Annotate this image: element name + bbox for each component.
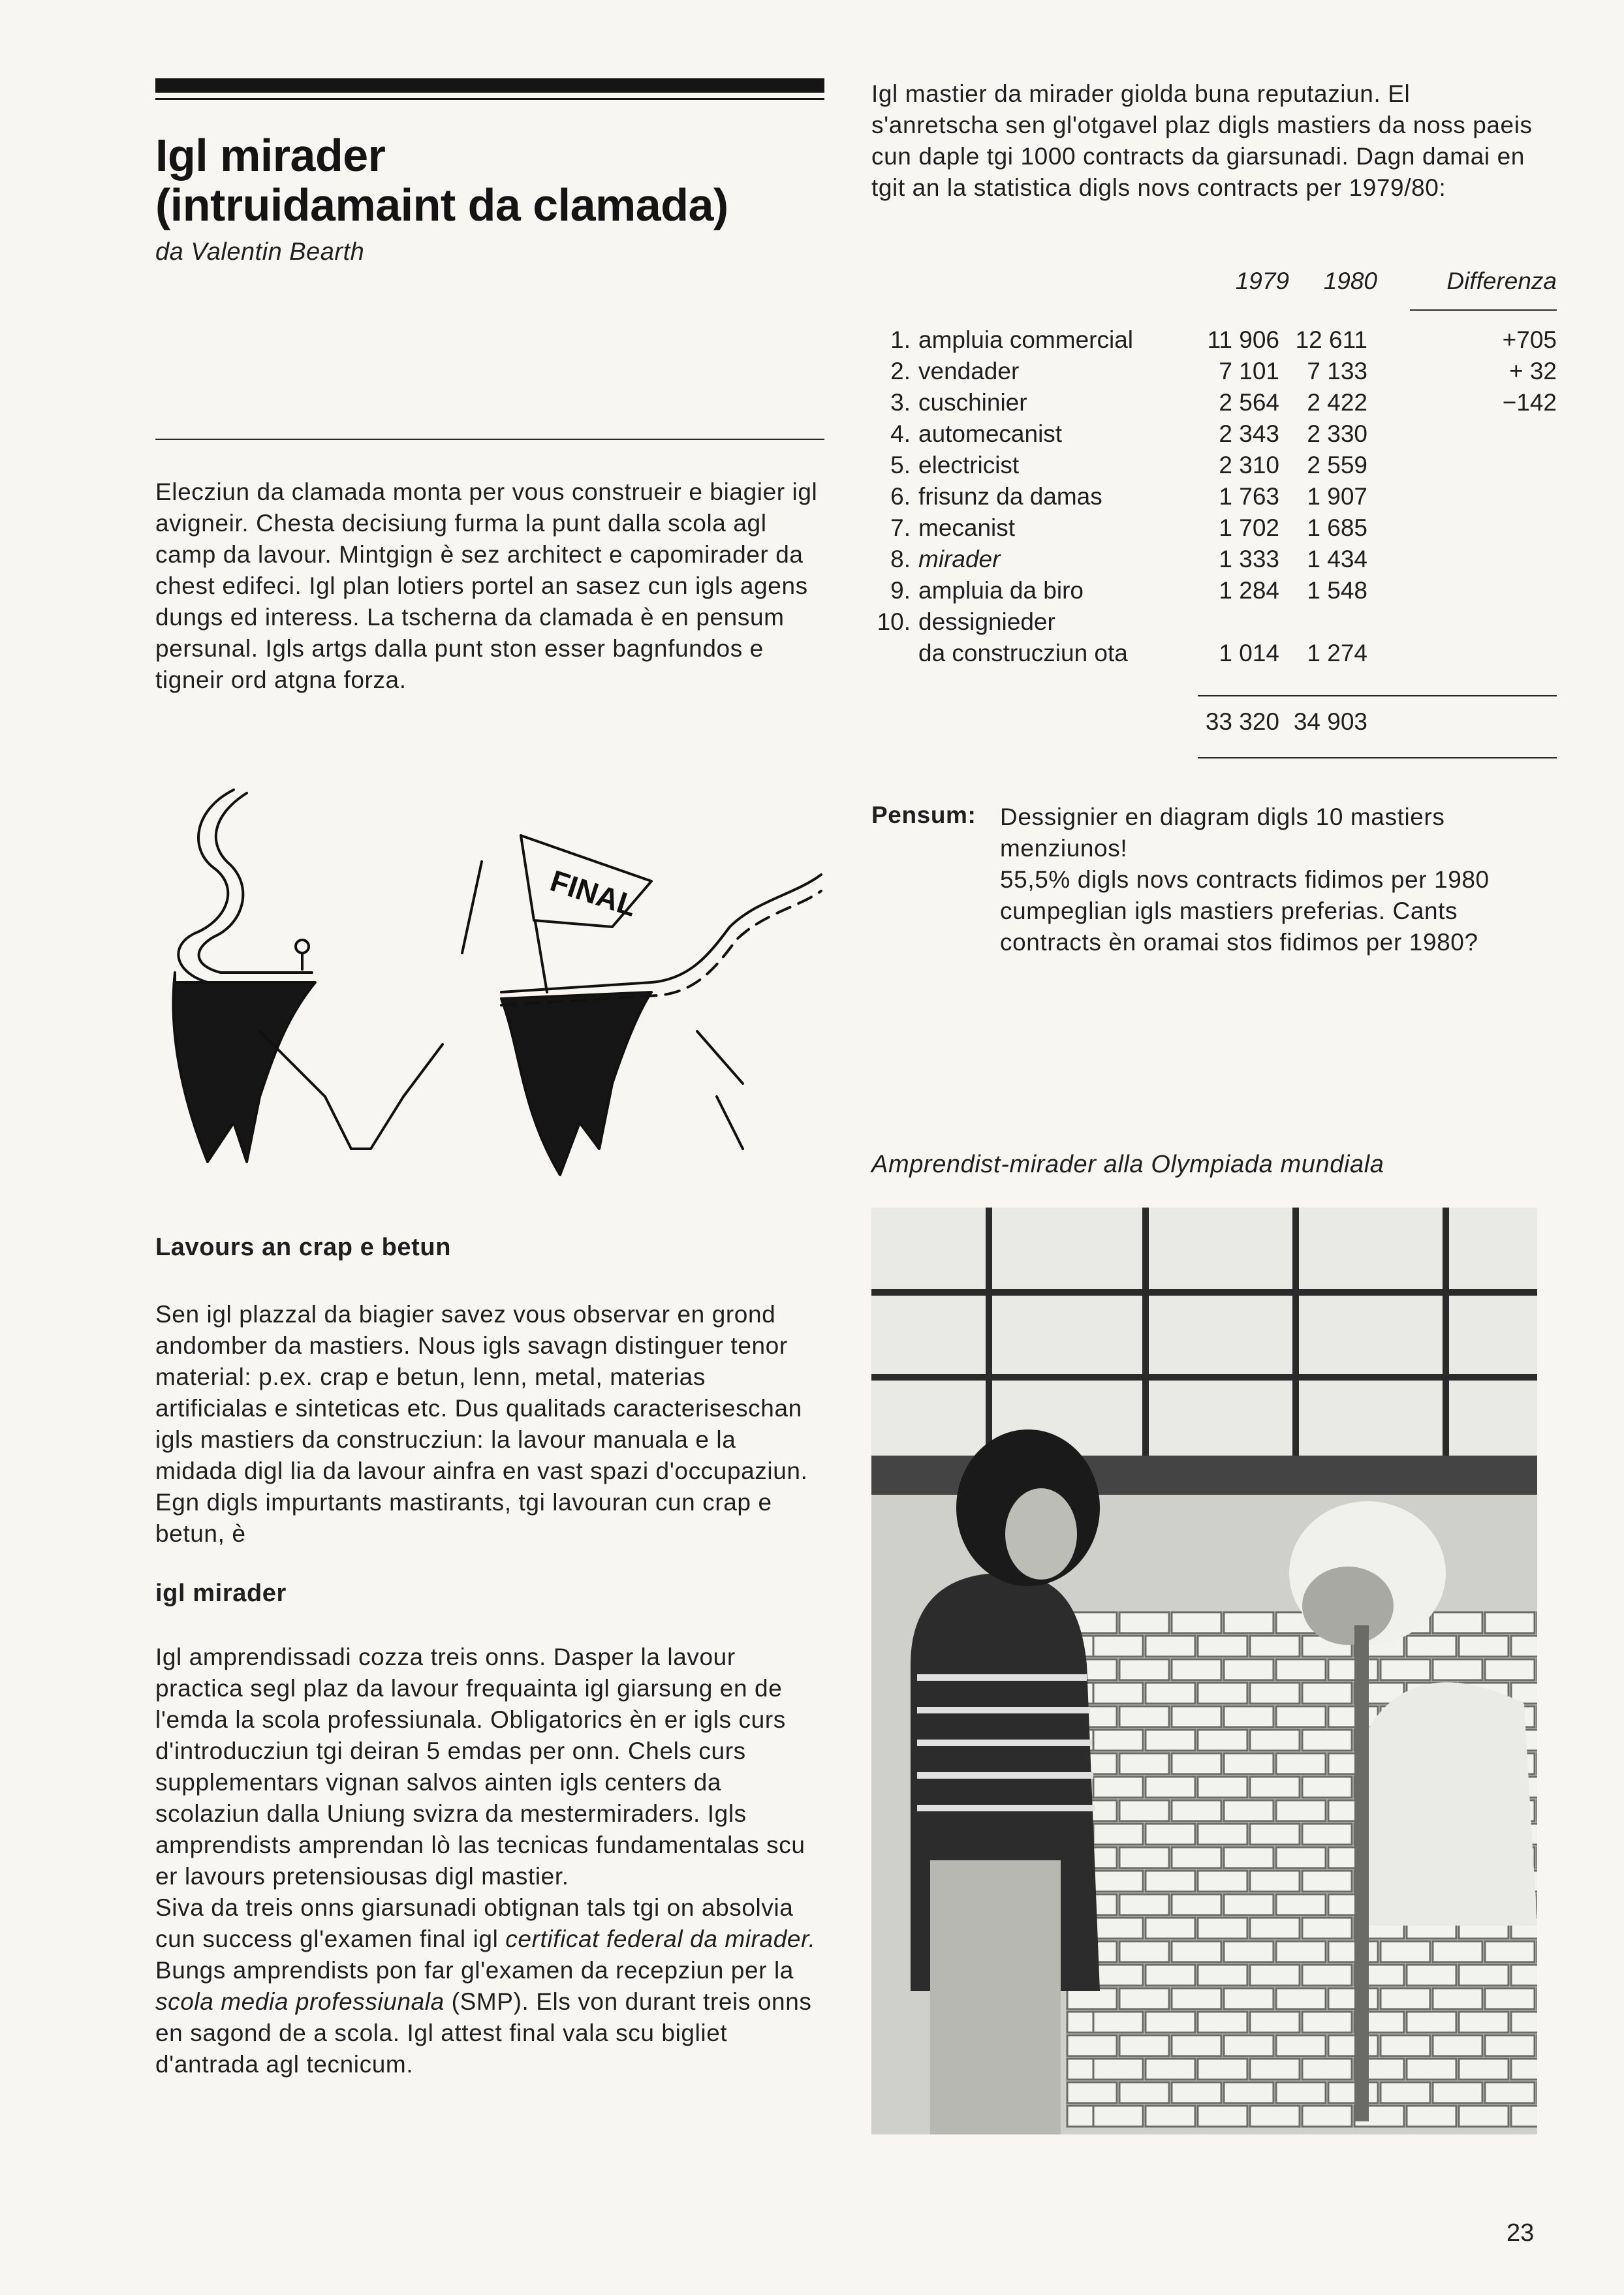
brick xyxy=(1328,1988,1378,2009)
brick xyxy=(1485,1941,1535,1962)
brick xyxy=(1302,1824,1352,1845)
bridge-cartoon-illustration xyxy=(155,757,824,1181)
brick xyxy=(1381,1988,1430,2009)
brick xyxy=(1067,1988,1117,2009)
brick xyxy=(1224,1941,1273,1962)
brick xyxy=(1302,1871,1352,1892)
brick xyxy=(1119,2082,1169,2103)
brick xyxy=(1250,1918,1300,1939)
row-value-1979: 2 310 xyxy=(1219,452,1279,478)
subsection-paragraph-2-text: Siva da treis onns giarsunadi obtignan tals tgi on absolvia cun success gl'examen final igl xyxy=(155,1894,794,1952)
brick xyxy=(1093,1824,1143,1845)
brick xyxy=(1146,1777,1195,1798)
brick xyxy=(1276,1988,1326,2009)
brick xyxy=(1302,1965,1352,1986)
certificate-term: certificat federal da mirader. xyxy=(505,1926,816,1952)
brick xyxy=(1198,2012,1247,2033)
row-difference: +705 xyxy=(1502,326,1557,353)
brick xyxy=(1119,1800,1169,1821)
row-number: 6. xyxy=(890,483,911,510)
brick xyxy=(1276,1753,1326,1774)
brick xyxy=(1198,1871,1247,1892)
brick xyxy=(1146,1965,1195,1986)
brick xyxy=(1250,1777,1300,1798)
brick xyxy=(1224,1894,1273,1915)
brick xyxy=(1250,1683,1300,1704)
brick xyxy=(1276,2082,1326,2103)
column-header-1980: 1980 xyxy=(1323,268,1377,294)
bricklayer-apprentice-photo xyxy=(871,1208,1537,2134)
divider xyxy=(155,439,824,440)
row-value-1980: 1 907 xyxy=(1307,483,1367,510)
brick xyxy=(1250,1871,1300,1892)
brick xyxy=(1146,1871,1195,1892)
brick xyxy=(1224,2035,1273,2056)
row-label: da construcziun ota xyxy=(918,640,1128,666)
brick xyxy=(1381,2082,1430,2103)
brick xyxy=(1198,1777,1247,1798)
brick xyxy=(1172,1894,1221,1915)
table-row xyxy=(871,514,1557,546)
school-term: scola media professiunala xyxy=(155,1988,445,2015)
brick xyxy=(1146,1918,1195,1939)
brick xyxy=(1250,2106,1300,2127)
brick xyxy=(1172,1659,1221,1680)
column-header-difference: Differenza xyxy=(1446,268,1557,294)
brick xyxy=(1381,2035,1430,2056)
table-row xyxy=(871,420,1557,452)
brick xyxy=(1407,2106,1456,2127)
row-value-1980: 2 422 xyxy=(1307,389,1367,416)
brick xyxy=(1459,1965,1508,1986)
title-rule-thick xyxy=(155,78,824,93)
brick xyxy=(1459,2059,1508,2080)
row-value-1980: 1 274 xyxy=(1307,640,1367,666)
brick xyxy=(1433,2035,1482,2056)
row-value-1980: 7 133 xyxy=(1307,358,1367,384)
article-title-line-2: (intruidamaint da clamada) xyxy=(155,180,728,230)
brick xyxy=(1276,1800,1326,1821)
brick xyxy=(1328,2035,1378,2056)
row-number: 8. xyxy=(890,546,911,572)
brick xyxy=(1250,1730,1300,1751)
brick xyxy=(1459,2106,1508,2127)
brick xyxy=(1328,1659,1378,1680)
brick xyxy=(1250,2059,1300,2080)
table-row xyxy=(871,452,1557,483)
brick xyxy=(1198,1683,1247,1704)
row-number: 5. xyxy=(890,452,911,478)
brick xyxy=(1276,1659,1326,1680)
brick xyxy=(1198,2106,1247,2127)
row-value-1980: 2 330 xyxy=(1307,420,1367,447)
row-value-1980: 1 685 xyxy=(1307,514,1367,541)
row-number: 9. xyxy=(890,577,911,604)
brick xyxy=(1119,1612,1169,1633)
row-number: 2. xyxy=(890,358,911,384)
row-value-1979: 11 906 xyxy=(1207,326,1279,353)
brick xyxy=(1172,1847,1221,1868)
subsection-paragraph-3-text-b: (SMP). Els von durant treis onns en sagond de a scola. Igl attest final vala scu bigliet d'antrada agl tecnicum. xyxy=(155,1988,812,2078)
brick xyxy=(1302,2012,1352,2033)
brick xyxy=(1172,1612,1221,1633)
row-value-1979: 1 284 xyxy=(1219,577,1279,604)
right-intro-text: Igl mastier da mirader giolda buna reputaziun. El s'anretscha sen gl'otgavel plaz digls mastiers da noss paeis cun daple tgi 1000 contracts da giarsunadi. Dagn damai en tgit an la statistica digls novs contracts per 1979/80: xyxy=(871,80,1533,201)
row-label: automecanist xyxy=(918,420,1063,447)
row-label: mirader xyxy=(918,546,1001,572)
brick xyxy=(1485,1988,1535,2009)
row-label: dessignieder xyxy=(918,608,1055,635)
brick xyxy=(1433,1988,1482,2009)
row-value-1980: 2 559 xyxy=(1307,452,1367,478)
brick xyxy=(1224,1612,1273,1633)
brick xyxy=(1146,1824,1195,1845)
subsection-paragraph-3 xyxy=(155,1955,824,2080)
task-line-2: 55,5% digls novs contracts fidimos per 1980 cumpeglian igls mastiers preferias. Cants contracts èn oramai stos fidimos per 1980? xyxy=(1000,866,1490,956)
subsection-paragraph-2 xyxy=(155,1892,824,1955)
brick xyxy=(1198,1636,1247,1657)
brick xyxy=(1224,1753,1273,1774)
row-value-1979: 1 763 xyxy=(1219,483,1279,510)
right-intro-paragraph xyxy=(871,78,1544,204)
total-1979: 33 320 xyxy=(1205,708,1279,735)
brick xyxy=(1224,1988,1273,2009)
brick xyxy=(1093,1730,1143,1751)
brick xyxy=(1146,2106,1195,2127)
brick xyxy=(1198,1730,1247,1751)
brick xyxy=(1172,2082,1221,2103)
brick xyxy=(1276,1706,1326,1727)
row-value-1979: 2 564 xyxy=(1219,389,1279,416)
brick xyxy=(1250,2012,1300,2033)
brick xyxy=(1433,1941,1482,1962)
task-label: Pensum: xyxy=(871,802,976,828)
brick xyxy=(1511,1636,1537,1657)
brick xyxy=(1511,2106,1537,2127)
brick xyxy=(1172,1800,1221,1821)
article-author: da Valentin Bearth xyxy=(155,238,365,266)
task-line-1: Dessignier en diagram digls 10 mastiers menziunos! xyxy=(1000,804,1445,862)
brick xyxy=(1302,1777,1352,1798)
brick xyxy=(1119,1847,1169,1868)
row-number: 10. xyxy=(877,608,911,635)
row-number: 3. xyxy=(890,389,911,416)
row-number: 4. xyxy=(890,420,911,447)
brick xyxy=(1511,2012,1537,2033)
table-row xyxy=(871,358,1557,389)
brick xyxy=(1198,1918,1247,1939)
brick xyxy=(1146,2059,1195,2080)
brick xyxy=(1407,2012,1456,2033)
brick xyxy=(1250,1824,1300,1845)
row-value-1979: 1 014 xyxy=(1219,640,1279,666)
brick xyxy=(1224,1847,1273,1868)
brick xyxy=(1224,2082,1273,2103)
brick xyxy=(1146,1683,1195,1704)
section-heading: Lavours an crap e betun xyxy=(155,1234,452,1261)
brick xyxy=(1093,1777,1143,1798)
brick xyxy=(1381,1941,1430,1962)
brick xyxy=(1198,1965,1247,1986)
brick xyxy=(1067,2035,1117,2056)
brick xyxy=(1302,2106,1352,2127)
row-difference: −142 xyxy=(1502,389,1557,416)
brick xyxy=(1146,1730,1195,1751)
brick xyxy=(1093,1871,1143,1892)
row-label: frisunz da damas xyxy=(918,483,1102,510)
brick xyxy=(1067,2082,1117,2103)
brick xyxy=(1093,1918,1143,1939)
article-title-line-1: Igl mirader xyxy=(155,130,386,181)
brick xyxy=(1119,1753,1169,1774)
table-row xyxy=(871,577,1557,608)
table-total-row xyxy=(871,708,1557,740)
row-value-1979: 2 343 xyxy=(1219,420,1279,447)
row-label: ampluia da biro xyxy=(918,577,1084,604)
row-value-1979: 7 101 xyxy=(1219,358,1279,384)
row-number: 1. xyxy=(890,326,911,353)
section-paragraph xyxy=(155,1299,824,1550)
table-row xyxy=(871,546,1557,577)
task-text xyxy=(1000,802,1535,958)
brick xyxy=(1302,1730,1352,1751)
row-label: mecanist xyxy=(918,514,1016,541)
brick xyxy=(1328,1941,1378,1962)
row-value-1980: 1 548 xyxy=(1307,577,1367,604)
brick xyxy=(1198,2059,1247,2080)
brick xyxy=(1459,1636,1508,1657)
brick xyxy=(1146,2012,1195,2033)
column-header-1979: 1979 xyxy=(1235,268,1289,294)
brick xyxy=(1276,1847,1326,1868)
brick xyxy=(1485,2035,1535,2056)
brick xyxy=(1093,1683,1143,1704)
row-value-1980: 12 611 xyxy=(1295,326,1367,353)
row-label: ampluia commercial xyxy=(918,326,1133,353)
subsection-body xyxy=(155,1642,824,2080)
brick xyxy=(1433,2082,1482,2103)
brick xyxy=(1119,1706,1169,1727)
brick xyxy=(1119,2035,1169,2056)
table-row xyxy=(871,608,1557,640)
row-label: vendader xyxy=(918,358,1020,384)
brick xyxy=(1119,1659,1169,1680)
brick xyxy=(1172,1753,1221,1774)
brick xyxy=(1276,1894,1326,1915)
brick xyxy=(1276,1941,1326,1962)
brick xyxy=(1328,1706,1378,1727)
total-1980: 34 903 xyxy=(1293,708,1367,735)
subsection-paragraph-1: Igl amprendissadi cozza treis onns. Dasper la lavour practica segl plaz da lavour frequainta igl giarsung en de l'emda la scola professiunala. Obligatorics èn er igls curs d'introducziun tgi deiran 5 emdas per onn. Chels curs supplementars vignan salvos ainten igls centers da scolaziun dalla Uniung svizra da mestermiraders. Igls amprendists amprendan lò las tecnicas fundamentalas scu er lavours pretensiousas digl mastier. xyxy=(155,1644,805,1890)
brick xyxy=(1511,1965,1537,1986)
brick xyxy=(1485,1659,1535,1680)
brick xyxy=(1302,1918,1352,1939)
brick xyxy=(1250,1636,1300,1657)
total-rule-top xyxy=(1198,695,1557,696)
brick xyxy=(1433,1612,1482,1633)
brick xyxy=(1511,2059,1537,2080)
page-number: 23 xyxy=(1507,2219,1535,2247)
brick xyxy=(1198,1824,1247,1845)
section-text: Sen igl plazzal da biagier savez vous observar en grond andomber da mastiers. Nous igls savagn distinguer tenor material: p.ex. crap e betun, lenn, metal, materias artificialas e sinteticas etc. Dus qualitads caracteriseschan igls mastiers da construcziun: la lavour manuala e la midada digl lia da lavour ainfra en vast spazi d'occupaziun. Egn digls impurtants mastirants, tgi lavouran cun crap e betun, è xyxy=(155,1301,808,1547)
header-rule xyxy=(1410,309,1557,311)
brick xyxy=(1172,1941,1221,1962)
brick xyxy=(1433,1659,1482,1680)
brick xyxy=(1093,1965,1143,1986)
photo-caption: Amprendist-mirader alla Olympiada mundiala xyxy=(871,1151,1384,1178)
brick xyxy=(1119,1894,1169,1915)
brick xyxy=(1250,1965,1300,1986)
row-value-1979: 1 333 xyxy=(1219,546,1279,572)
brick xyxy=(1407,2059,1456,2080)
intro-text: Elecziun da clamada monta per vous construeir e biagier igl avigneir. Chesta decisiung furma la punt dalla scola agl camp da lavour. Mintgign è sez architect e capomirader da chest edifeci. Igl plan lotiers portel an sasez cun igls agens dungs ed interess. La tscherna da clamada è en pensum persunal. Igls artgs dalla punt ston esser bagnfundos e tigneir ord atgna forza. xyxy=(155,478,818,693)
brick xyxy=(1224,1706,1273,1727)
table-row xyxy=(871,326,1557,358)
brick xyxy=(1172,1988,1221,2009)
brick xyxy=(1328,2082,1378,2103)
brick xyxy=(1224,1659,1273,1680)
brick xyxy=(1302,2059,1352,2080)
table-row xyxy=(871,640,1557,671)
table-row xyxy=(871,389,1557,420)
brick xyxy=(1093,2059,1143,2080)
brick xyxy=(1276,2035,1326,2056)
brick xyxy=(1119,1941,1169,1962)
final-flag-text: FINAL xyxy=(546,863,641,923)
total-rule-bottom xyxy=(1198,757,1557,758)
brick xyxy=(1146,1636,1195,1657)
brick xyxy=(1119,1988,1169,2009)
subsection-paragraph-3-text-a: Bungs amprendists pon far gl'examen da recepziun per la xyxy=(155,1957,794,1984)
brick xyxy=(1093,2106,1143,2127)
table-row xyxy=(871,483,1557,514)
row-value-1979: 1 702 xyxy=(1219,514,1279,541)
intro-paragraph xyxy=(155,476,824,696)
brick xyxy=(1172,2035,1221,2056)
brick xyxy=(1302,1683,1352,1704)
title-rule-thin xyxy=(155,98,824,100)
row-value-1980: 1 434 xyxy=(1307,546,1367,572)
brick xyxy=(1407,1965,1456,1986)
brick xyxy=(1093,2012,1143,2033)
brick xyxy=(1381,1659,1430,1680)
article-title xyxy=(155,131,828,230)
brick xyxy=(1224,1800,1273,1821)
brick xyxy=(1093,1636,1143,1657)
row-label: electricist xyxy=(918,452,1020,478)
row-difference: + 32 xyxy=(1508,358,1557,384)
subsection-heading: igl mirader xyxy=(155,1580,287,1607)
brick xyxy=(1485,2082,1535,2103)
brick xyxy=(1459,2012,1508,2033)
brick xyxy=(1485,1612,1535,1633)
row-number: 7. xyxy=(890,514,911,541)
brick xyxy=(1172,1706,1221,1727)
brick xyxy=(1407,1636,1456,1657)
row-label: cuschinier xyxy=(918,389,1027,416)
